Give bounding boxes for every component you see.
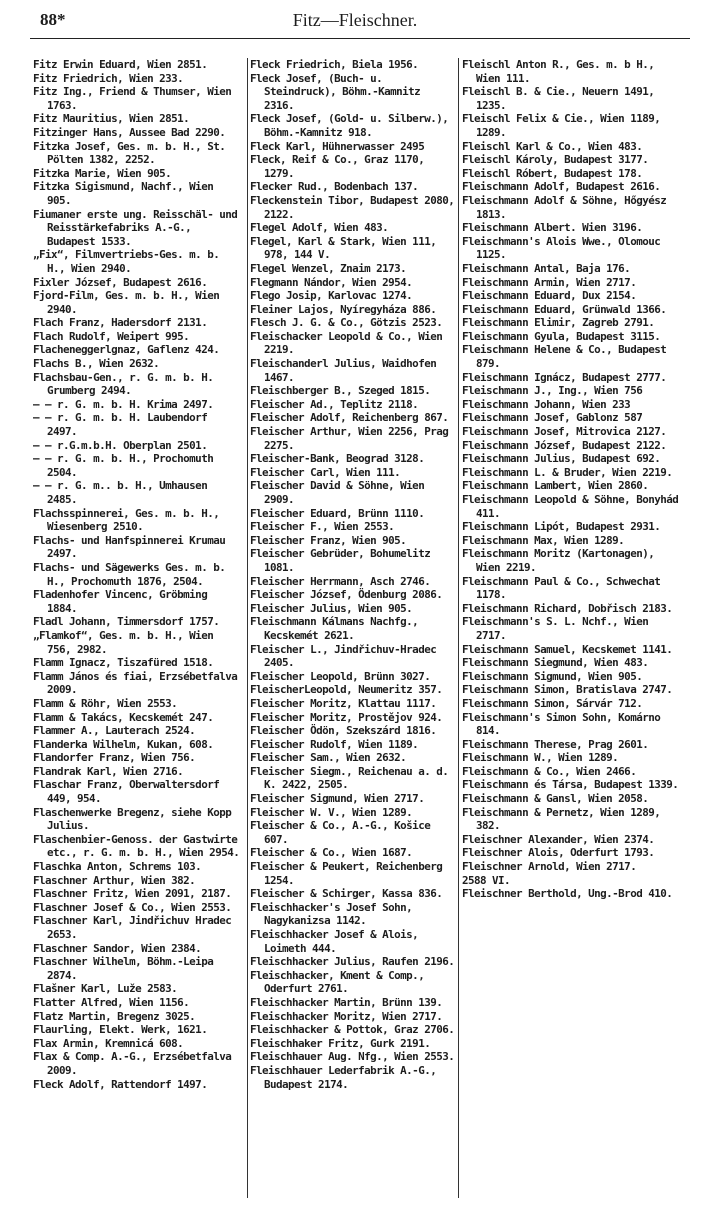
page-number: 88*: [40, 10, 66, 29]
directory-entry: Fleischmann Paul & Co., Schwechat 1178.: [462, 574, 661, 602]
directory-entry: Flaschner Karl, Jindřichuv Hradec 2653.: [33, 914, 232, 941]
directory-entry: Flaschner Josef & Co., Wien 2553.: [33, 900, 232, 914]
directory-column-2: [250, 58, 456, 1198]
directory-entry: — — r. G. m. b. H. Krima 2497.: [33, 397, 214, 411]
directory-entry: Fleischhacker Moritz, Wien 2717.: [250, 1009, 443, 1023]
directory-entry: Fleischmann W., Wien 1289.: [462, 751, 619, 765]
directory-entry: Fitz Erwin Eduard, Wien 2851.: [33, 58, 208, 71]
directory-entry: Fleischer Franz, Wien 905.: [250, 533, 407, 547]
directory-entry: „Flamkof“, Ges. m. b. H., Wien 756, 2982.: [33, 628, 214, 656]
directory-entry: Fleischhauer Aug. Nfg., Wien 2553.: [250, 1050, 455, 1064]
directory-entry: Fleischhacker, Kment & Comp., Oderfurt 2761.: [250, 968, 425, 996]
directory-entry: Flax & Comp. A.-G., Erzsébetfalva 2009.: [33, 1050, 232, 1077]
directory-entry: Fitz Mauritius, Wien 2851.: [33, 112, 190, 126]
directory-entry: Fleischmann Max, Wien 1289.: [462, 533, 625, 547]
directory-entry: Flacheneggerlgnaz, Gaflenz 424.: [33, 343, 220, 357]
directory-entry: Fleischmann József, Budapest 2122.: [462, 438, 667, 452]
directory-entry: Fleischmann L. & Bruder, Wien 2219.: [462, 465, 673, 479]
directory-entry: Fitzka Marie, Wien 905.: [33, 166, 172, 180]
directory-entry: Fleischmann Armin, Wien 2717.: [462, 275, 637, 289]
directory-entry: „Fix“, Filmvertriebs-Ges. m. b. H., Wien 2940.: [33, 248, 220, 275]
directory-entry: Flamm Ignacz, Tiszafüred 1518.: [33, 656, 214, 670]
directory-entry: Fleischacker Leopold & Co., Wien 2219.: [250, 329, 443, 357]
directory-entry: Flaschenbier-Genoss. der Gastwirte etc., r. G. m. b. H., Wien 2954.: [33, 832, 240, 860]
directory-entry: Fleischer Rudolf, Wien 1189.: [250, 737, 419, 751]
directory-entry: Fleischmann Adolf & Söhne, Hőgyész 1813.: [462, 193, 667, 221]
directory-entry: Fitzka Josef, Ges. m. b. H., St. Pölten 1382, 2252.: [33, 139, 226, 167]
directory-entry: Fleckenstein Tibor, Budapest 2080, 2122.: [250, 193, 455, 221]
directory-entry: Flachs- und Sägewerks Ges. m. b. H., Prochomuth 1876, 2504.: [33, 560, 226, 588]
directory-entry: Fixler József, Budapest 2616.: [33, 275, 208, 289]
directory-entry: Fleischer & Schirger, Kassa 836.: [250, 887, 443, 901]
directory-entry: Fleischer & Peukert, Reichenberg 1254.: [250, 860, 443, 887]
directory-entry: Fleischmann's Alois Wwe., Olomouc 1125.: [462, 234, 661, 262]
directory-entry: Flandorfer Franz, Wien 756.: [33, 751, 196, 765]
directory-entry: — — r. G. m. b. H., Prochomuth 2504.: [33, 452, 214, 479]
directory-entry: Fleischer Sam., Wien 2632.: [250, 751, 407, 765]
directory-entry: Fleischmann Josef, Gablonz 587: [462, 411, 643, 425]
directory-entry: Fleischer Sigmund, Wien 2717.: [250, 792, 425, 806]
directory-entry: Fleischner Alexander, Wien 2374.: [462, 832, 655, 846]
directory-entry: Fleischmann Richard, Dobřisch 2183.: [462, 601, 673, 615]
directory-entry: 2588 VI.: [462, 873, 511, 887]
column-divider: [247, 58, 248, 1198]
directory-entry: Fleischl B. & Cie., Neuern 1491, 1235.: [462, 85, 655, 112]
directory-entry: Fleischner Berthold, Ung.-Brod 410.: [462, 887, 673, 901]
directory-entry: Fleischmann Eduard, Grünwald 1366.: [462, 302, 667, 316]
directory-entry: Fleischer F., Wien 2553.: [250, 520, 395, 534]
directory-entry: Fleischl Anton R., Ges. m. b H., Wien 111.: [462, 58, 655, 85]
directory-entry: Flaurling, Elekt. Werk, 1621.: [33, 1023, 208, 1037]
column-divider: [458, 58, 459, 1198]
directory-entry: Fleischhacker Josef & Alois, Loimeth 444.: [250, 928, 419, 955]
directory-entry: Fleischer Adolf, Reichenberg 867.: [250, 411, 449, 425]
directory-entry: Fleck Josef, (Gold- u. Silberw.), Böhm.-Kamnitz 918.: [250, 112, 449, 139]
directory-entry: Fitz Ing., Friend & Thumser, Wien 1763.: [33, 85, 232, 112]
directory-entry: Fitz Friedrich, Wien 233.: [33, 71, 184, 85]
directory-entry: Flaschner Wilhelm, Böhm.-Leipa 2874.: [33, 955, 214, 982]
directory-entry: Fleischl Felix & Cie., Wien 1189, 1289.: [462, 112, 661, 139]
directory-entry: Fleischmann Leopold & Söhne, Bonyhád 411.: [462, 493, 679, 520]
directory-entry: Fleischmann Moritz (Kartonagen), Wien 2219.: [462, 547, 655, 574]
directory-entry: Flamm & Takács, Kecskemét 247.: [33, 710, 214, 724]
directory-entry: Fleiner Lajos, Nyíregyháza 886.: [250, 302, 437, 316]
directory-entry: Fleck Josef, (Buch- u. Steindruck), Böhm.-Kamnitz 2316.: [250, 71, 421, 112]
directory-entry: — — r. G. m. b. H. Laubendorf 2497.: [33, 411, 208, 439]
directory-entry: Flegel Adolf, Wien 483.: [250, 221, 389, 235]
directory-entry: Fleischer Herrmann, Asch 2746.: [250, 574, 431, 588]
directory-entry: Fleischer L., Jindřichuv-Hradec 2405.: [250, 642, 437, 670]
directory-entry: Fleischer Moritz, Prostějov 924.: [250, 710, 443, 724]
directory-entry: Fleischmann Siegmund, Wien 483.: [462, 656, 649, 670]
directory-entry: Fleischer Arthur, Wien 2256, Prag 2275.: [250, 425, 449, 452]
directory-entry: Fleischhacker Martin, Brünn 139.: [250, 995, 443, 1009]
directory-entry: Fitzinger Hans, Aussee Bad 2290.: [33, 125, 226, 139]
directory-entry: Flanderka Wilhelm, Kukan, 608.: [33, 737, 214, 751]
directory-entry: Fleischmann Samuel, Kecskemet 1141.: [462, 642, 673, 656]
directory-entry: Fleischl Karl & Co., Wien 483.: [462, 139, 643, 153]
directory-entry: Fleischmann Lipót, Budapest 2931.: [462, 520, 661, 534]
directory-entry: FleischerLeopold, Neumeritz 357.: [250, 683, 443, 697]
directory-entry: Flaschenwerke Bregenz, siehe Kopp Julius.: [33, 805, 232, 833]
directory-entry: Fleischmann Eduard, Dux 2154.: [462, 289, 637, 303]
directory-entry: Flachs- und Hanfspinnerei Krumau 2497.: [33, 533, 226, 561]
directory-entry: Flatz Martin, Bregenz 3025.: [33, 1009, 196, 1023]
directory-entry: Fleischl Róbert, Budapest 178.: [462, 166, 643, 180]
directory-entry: Flaschner Sandor, Wien 2384.: [33, 941, 202, 955]
page-title: Fitz—Fleischner.: [292, 10, 418, 30]
directory-entry: Fleischer Julius, Wien 905.: [250, 601, 413, 615]
directory-entry: Fleischhacker's Josef Sohn, Nagykanizsa 1142.: [250, 900, 413, 928]
directory-entry: — — r.G.m.b.H. Oberplan 2501.: [33, 438, 208, 452]
directory-entry: Fjord-Film, Ges. m. b. H., Wien 2940.: [33, 289, 220, 316]
directory-entry: Flach Franz, Hadersdorf 2131.: [33, 316, 208, 330]
directory-entry: Fleischmann's S. L. Nchf., Wien 2717.: [462, 615, 649, 642]
directory-entry: Flatter Alfred, Wien 1156.: [33, 995, 190, 1009]
directory-entry: Fleischmann Albert. Wien 3196.: [462, 221, 643, 235]
directory-entry: Flesch J. G. & Co., Götzis 2523.: [250, 316, 443, 330]
directory-entry: Fleischmann Antal, Baja 176.: [462, 261, 631, 275]
directory-entry: Fleischmann Adolf, Budapest 2616.: [462, 180, 661, 194]
directory-entry: Fleischer W. V., Wien 1289.: [250, 805, 413, 819]
directory-entry: Fleischmann Julius, Budapest 692.: [462, 452, 661, 466]
directory-entry: Fladenhofer Vincenc, Gröbming 1884.: [33, 588, 208, 615]
directory-entry: Fleck Karl, Hühnerwasser 2495: [250, 139, 425, 153]
directory-entry: Flegel Wenzel, Znaim 2173.: [250, 261, 407, 275]
directory-entry: Flachs B., Wien 2632.: [33, 357, 160, 371]
directory-entry: Fleischmann Lambert, Wien 2860.: [462, 479, 649, 493]
directory-entry: Fleischer & Co., A.-G., Košice 607.: [250, 819, 431, 846]
directory-entry: Flaschar Franz, Oberwaltersdorf 449, 954.: [33, 778, 220, 806]
directory-entry: Fleischmann Elimir, Zagreb 2791.: [462, 316, 655, 330]
directory-entry: Flammer A., Lauterach 2524.: [33, 724, 196, 738]
directory-entry: Fleck, Reif & Co., Graz 1170, 1279.: [250, 153, 425, 180]
directory-entry: Fleischmann Sigmund, Wien 905.: [462, 669, 643, 683]
directory-column-3: [462, 58, 680, 1198]
directory-entry: Fleischmann Josef, Mitrovica 2127.: [462, 425, 667, 439]
directory-entry: Fleischanderl Julius, Waidhofen 1467.: [250, 357, 437, 384]
directory-entry: Fleischer József, Ödenburg 2086.: [250, 588, 443, 602]
directory-entry: Fleischmann Gyula, Budapest 3115.: [462, 329, 661, 343]
directory-entry: Fleischmann Ignácz, Budapest 2777.: [462, 370, 667, 384]
directory-entry: Fleischberger B., Szeged 1815.: [250, 384, 431, 398]
directory-entry: Fleischmann Simon, Bratislava 2747.: [462, 683, 673, 697]
directory-entry: Flegmann Nándor, Wien 2954.: [250, 275, 413, 289]
directory-entry: Fleischer Ad., Teplitz 2118.: [250, 397, 419, 411]
directory-entry: Flaschka Anton, Schrems 103.: [33, 860, 202, 874]
directory-entry: Fleck Friedrich, Biela 1956.: [250, 58, 419, 71]
directory-entry: Fleischhacker Julius, Raufen 2196.: [250, 955, 455, 969]
directory-entry: Flecker Rud., Bodenbach 137.: [250, 180, 419, 194]
directory-column-1: [33, 58, 243, 1198]
directory-entry: Fleischner Alois, Oderfurt 1793.: [462, 846, 655, 860]
directory-entry: Fleischer Leopold, Brünn 3027.: [250, 669, 431, 683]
page-header: [20, 8, 690, 36]
directory-entry: Fleischmann Therese, Prag 2601.: [462, 737, 649, 751]
directory-entry: Fleischer Ödön, Szekszárd 1816.: [250, 724, 437, 738]
directory-entry: Fleischer Gebrüder, Bohumelitz 1081.: [250, 547, 431, 574]
directory-entry: Fleischmann Simon, Sárvár 712.: [462, 696, 643, 710]
directory-entry: Flaschner Arthur, Wien 382.: [33, 873, 196, 887]
directory-entry: Fleischmann Kálmans Nachfg., Kecskemét 2621.: [250, 615, 419, 642]
directory-entry: Flax Armin, Kremnicá 608.: [33, 1036, 184, 1050]
header-rule: [30, 38, 690, 39]
directory-entry: Fleischhacker & Pottok, Graz 2706.: [250, 1023, 455, 1037]
directory-entry: Fleischer & Co., Wien 1687.: [250, 846, 413, 860]
directory-entry: Fleischer Siegm., Reichenau a. d. K. 2422, 2505.: [250, 764, 449, 792]
directory-entry: Fleischner Arnold, Wien 2717.: [462, 860, 637, 874]
directory-entry: Flaschner Fritz, Wien 2091, 2187.: [33, 887, 232, 901]
directory-entry: Flachsspinnerei, Ges. m. b. H., Wiesenberg 2510.: [33, 506, 220, 534]
directory-entry: Flamm & Röhr, Wien 2553.: [33, 696, 178, 710]
directory-entry: Flachsbau-Gen., r. G. m. b. H. Grumberg 2494.: [33, 370, 214, 398]
directory-entry: Flach Rudolf, Weipert 995.: [33, 329, 190, 343]
directory-entry: Fleischer Carl, Wien 111.: [250, 465, 401, 479]
directory-entry: Fitzka Sigismund, Nachf., Wien 905.: [33, 180, 214, 207]
directory-entry: Fleischmann J., Ing., Wien 756: [462, 384, 643, 398]
directory-entry: Fleischmann's Simon Sohn, Komárno 814.: [462, 710, 661, 738]
directory-entry: Flašner Karl, Luže 2583.: [33, 982, 178, 996]
directory-entry: Fladl Johann, Timmersdorf 1757.: [33, 615, 220, 629]
directory-entry: Fleischer-Bank, Beograd 3128.: [250, 452, 425, 466]
directory-entry: Fleischl Károly, Budapest 3177.: [462, 153, 649, 167]
directory-entry: Fleck Adolf, Rattendorf 1497.: [33, 1077, 208, 1091]
directory-entry: Fleischmann és Társa, Budapest 1339.: [462, 778, 679, 792]
directory-entry: Flandrak Karl, Wien 2716.: [33, 764, 184, 778]
directory-entry: Fleischmann & Co., Wien 2466.: [462, 764, 637, 778]
directory-entry: Flamm János és fiai, Erzsébetfalva 2009.: [33, 669, 238, 697]
directory-entry: Fiumaner erste ung. Reisschäl- und Reisstärkefabriks A.-G., Budapest 1533.: [33, 207, 238, 248]
directory-entry: Fleischer David & Söhne, Wien 2909.: [250, 479, 425, 506]
directory-entry: Fleischmann Helene & Co., Budapest 879.: [462, 343, 667, 371]
directory-entry: — — r. G. m.. b. H., Umhausen 2485.: [33, 479, 208, 506]
directory-entry: Fleischhaker Fritz, Gurk 2191.: [250, 1036, 431, 1050]
directory-entry: Fleischmann Johann, Wien 233: [462, 397, 631, 411]
directory-entry: Flegel, Karl & Stark, Wien 111, 978, 144 V.: [250, 234, 437, 262]
directory-entry: Fleischer Eduard, Brünn 1110.: [250, 506, 425, 520]
directory-entry: Fleischer Moritz, Klattau 1117.: [250, 696, 437, 710]
directory-entry: Fleischhauer Lederfabrik A.-G., Budapest 2174.: [250, 1063, 437, 1091]
directory-entry: Fleischmann & Gansl, Wien 2058.: [462, 792, 649, 806]
directory-entry: Fleischmann & Pernetz, Wien 1289, 382.: [462, 805, 661, 833]
directory-entry: Flego Josip, Karlovac 1274.: [250, 289, 413, 303]
